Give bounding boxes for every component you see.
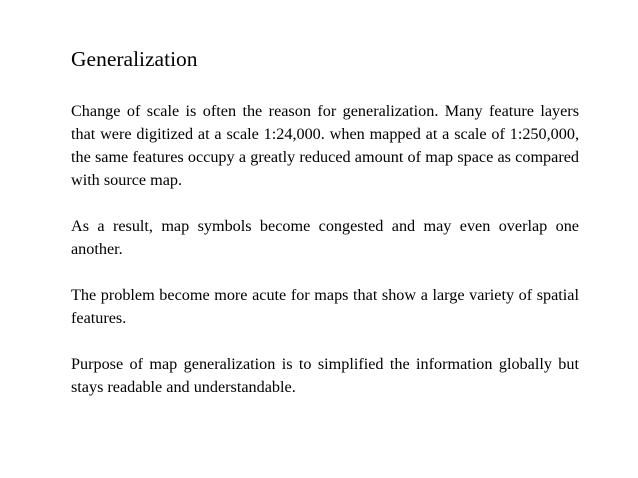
paragraph-congestion: As a result, map symbols become congested and may even overlap one another. xyxy=(71,217,579,258)
slide-body xyxy=(71,100,579,422)
slide-title: Generalization xyxy=(71,47,198,71)
paragraph-purpose: Purpose of map generalization is to simplified the information globally but stays readable and understandable. xyxy=(71,355,579,396)
paragraph-scale-change: Change of scale is often the reason for generalization. Many feature layers that were digitized at a scale 1:24,000. when mapped at a scale of 1:250,000, the same features occupy a greatly reduced amount of map space as compared with source map. xyxy=(71,102,579,189)
paragraph-variety: The problem become more acute for maps that show a large variety of spatial features. xyxy=(71,286,579,327)
